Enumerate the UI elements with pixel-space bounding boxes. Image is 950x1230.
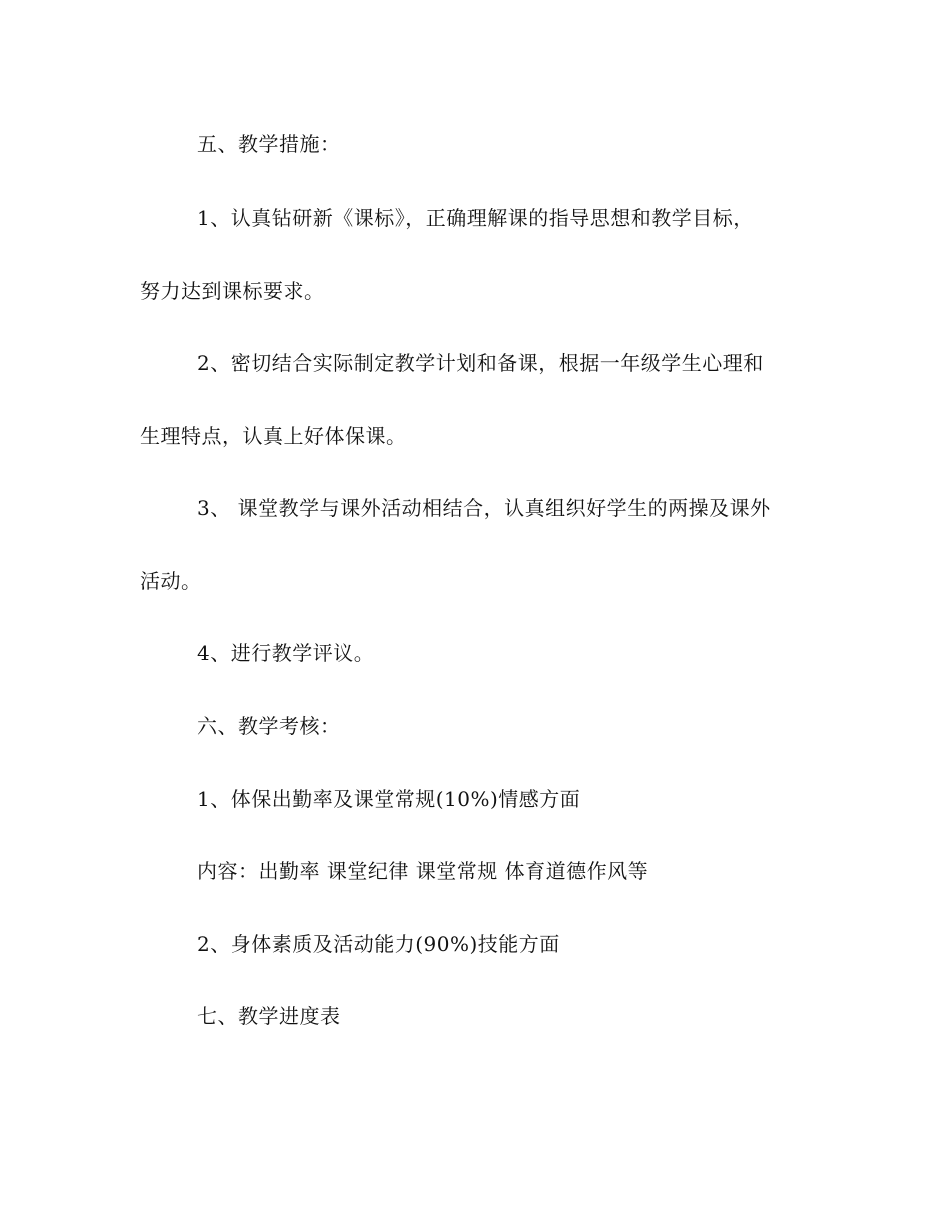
paragraph-line: 3、 课堂教学与课外活动相结合，认真组织好学生的两操及课外 (197, 496, 771, 520)
paragraph-line: 内容：出勤率 课堂纪律 课堂常规 体育道德作风等 (197, 859, 649, 883)
paragraph-line: 生理特点，认真上好体保课。 (140, 424, 407, 448)
paragraph-line: 4、进行教学评议。 (197, 641, 375, 665)
section-heading-teaching-assessment: 六、教学考核： (197, 714, 341, 738)
section-heading-teaching-schedule: 七、教学进度表 (197, 1004, 341, 1028)
paragraph-line: 活动。 (140, 569, 202, 593)
paragraph-line: 1、体保出勤率及课堂常规(10%)情感方面 (197, 787, 581, 811)
paragraph-line: 2、身体素质及活动能力(90%)技能方面 (197, 932, 560, 956)
paragraph-line: 2、密切结合实际制定教学计划和备课，根据一年级学生心理和 (197, 351, 764, 375)
section-heading-teaching-measures: 五、教学措施： (197, 132, 341, 156)
paragraph-line: 努力达到课标要求。 (140, 279, 325, 303)
paragraph-line: 1、认真钻研新《课标》，正确理解课的指导思想和教学目标， (197, 206, 754, 230)
